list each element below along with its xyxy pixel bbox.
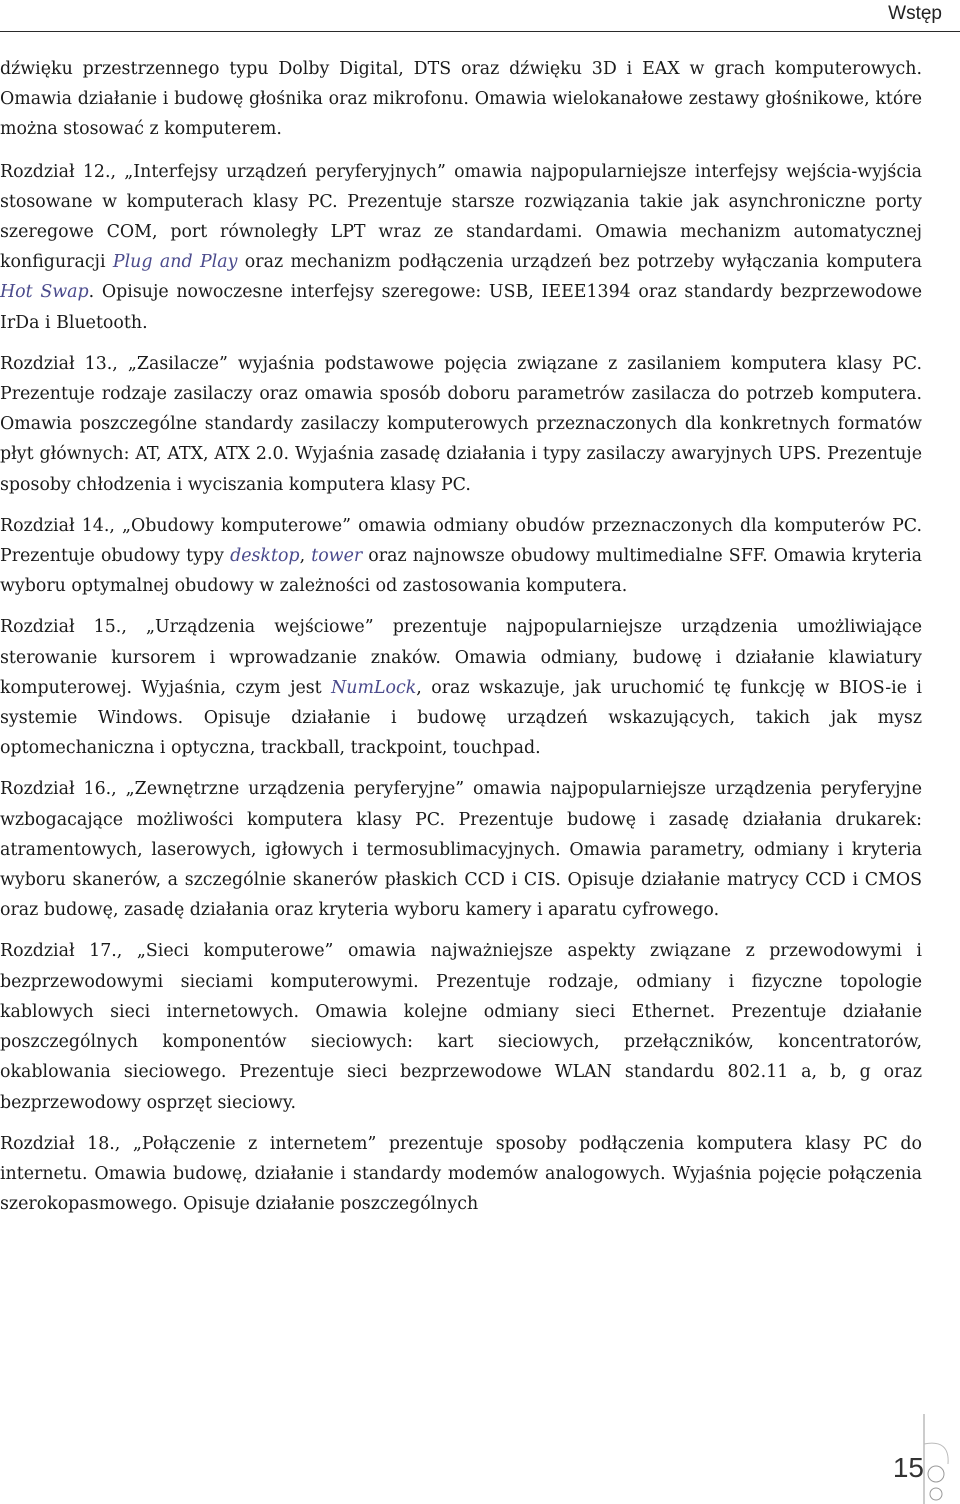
text-run: Rozdział 15., „Urządzenia wejściowe” prezentuje najpopularniejsze urządzenia umożliwiające sterowanie kursorem i wprowadzanie znaków. Omawia odmiany, budowę i działanie klawiatury komputerowej. Wyjaśnia, czym jest (0, 617, 922, 698)
text-run: Rozdział 16., „Zewnętrzne urządzenia peryferyjne” omawia najpopularniejsze urządzenia peryferyjne wzbogacające możliwości komputera klasy PC. Prezentuje budowę i zasadę działania drukarek: atramentowych, laserowych, igłowych i termosublimacyjnych. Omawia parametry, odmiany i kryteria wyboru skanerów, a szczególnie skanerów płaskich CCD i CIS. Opisuje działanie matrycy CCD i CMOS oraz budowę, zasadę działania oraz kryteria wyboru kamery i aparatu cyfrowego. (0, 779, 922, 921)
text-run: oraz mechanizm podłączenia urządzeń bez potrzeby wyłączania komputera (237, 252, 922, 273)
paragraph (0, 157, 922, 338)
paragraph (0, 349, 922, 500)
text-run: . Opisuje nowoczesne interfejsy szeregowe: USB, IEEE1394 oraz standardy bezprzewodowe IrDa i Bluetooth. (0, 282, 923, 333)
paragraph (0, 612, 922, 763)
paragraph (0, 936, 922, 1117)
body-text (0, 54, 922, 1230)
paragraph (0, 1129, 922, 1220)
term: Hot Swap (0, 282, 89, 303)
term: tower (311, 546, 363, 567)
text-run: Rozdział 18., „Połączenie z internetem” prezentuje sposoby podłączenia komputera klasy PC do internetu. Omawia budowę, działanie i standardy modemów analogowych. Wyjaśnia pojęcie połączenia szerokopasmowego. Opisuje działanie poszczególnych (0, 1133, 922, 1215)
text-run: Rozdział 17., „Sieci komputerowe” omawia najważniejsze aspekty związane z przewodowymi i bezprzewodowymi sieciami komputerowymi. Prezentuje rodzaje, odmiany i fizyczne topologie kablowych sieci internetowych. Omawia kolejne odmiany sieci Ethernet. Prezentuje działanie poszczególnych komponentów sieciowych: kart sieciowych, przełączników, koncentratorów, okablowania sieciowego. Prezentuje sieci bezprzewodowe WLAN standardu 802.11 a, b, g oraz bezprzewodowy osprzęt sieciowy. (0, 941, 922, 1113)
text-run: Rozdział 12., „Interfejsy urządzeń peryferyjnych” omawia najpopularniejsze interfejsy wejścia-wyjścia stosowane w komputerach klasy PC. Prezentuje starsze rozwiązania takie jak asynchroniczne porty szeregowe COM, port równoległy LPT wraz ze standardami. Omawia mechanizm automatycznej konfiguracji (0, 161, 922, 273)
page-header (0, 0, 960, 34)
text-run: , oraz wskazuje, jak uruchomić tę funkcję w BIOS-ie i systemie Windows. Opisuje działanie i budowę urządzeń wskazujących, takich jak mysz optomechaniczna i optyczna, trackball, trackpoint, touchpad. (0, 677, 922, 759)
paragraph (0, 511, 922, 602)
paragraph (0, 54, 922, 145)
term: Plug and Play (112, 252, 238, 273)
text-run: oraz najnowsze obudowy multimedialne SFF. Omawia kryteria wyboru optymalnej obudowy w zależności od zastosowania komputera. (0, 546, 923, 597)
header-rule (0, 31, 960, 32)
running-header-title: Wstęp (888, 3, 942, 24)
term: desktop (230, 546, 300, 567)
text-run: Rozdział 14., „Obudowy komputerowe” omawia odmiany obudów przeznaczonych dla komputerów PC. Prezentuje obudowy typy (0, 515, 922, 567)
text-run: , (299, 546, 312, 567)
term: NumLock (331, 677, 417, 698)
page-number: 15 (892, 1452, 924, 1483)
text-run: Rozdział 13., „Zasilacze” wyjaśnia podstawowe pojęcia związane z zasilaniem komputera klasy PC. Prezentuje rodzaje zasilaczy oraz omawia sposób doboru parametrów zasilacza do potrzeb komputera. Omawia poszczególne standardy zasilaczy komputerowych przeznaczonych dla konkretnych formatów płyt głównych: AT, ATX, ATX 2.0. Wyjaśnia zasadę działania i typy zasilaczy awaryjnych UPS. Prezentuje sposoby chłodzenia i wyciszania komputera klasy PC. (0, 353, 922, 495)
page-footer (840, 1414, 960, 1504)
paragraph (0, 774, 922, 925)
text-run: dźwięku przestrzennego typu Dolby Digital, DTS oraz dźwięku 3D i EAX w grach komputerowych. Omawia działanie i budowę głośnika oraz mikrofonu. Omawia wielokanałowe zestawy głośnikowe, które można stosować z komputerem. (0, 59, 922, 140)
